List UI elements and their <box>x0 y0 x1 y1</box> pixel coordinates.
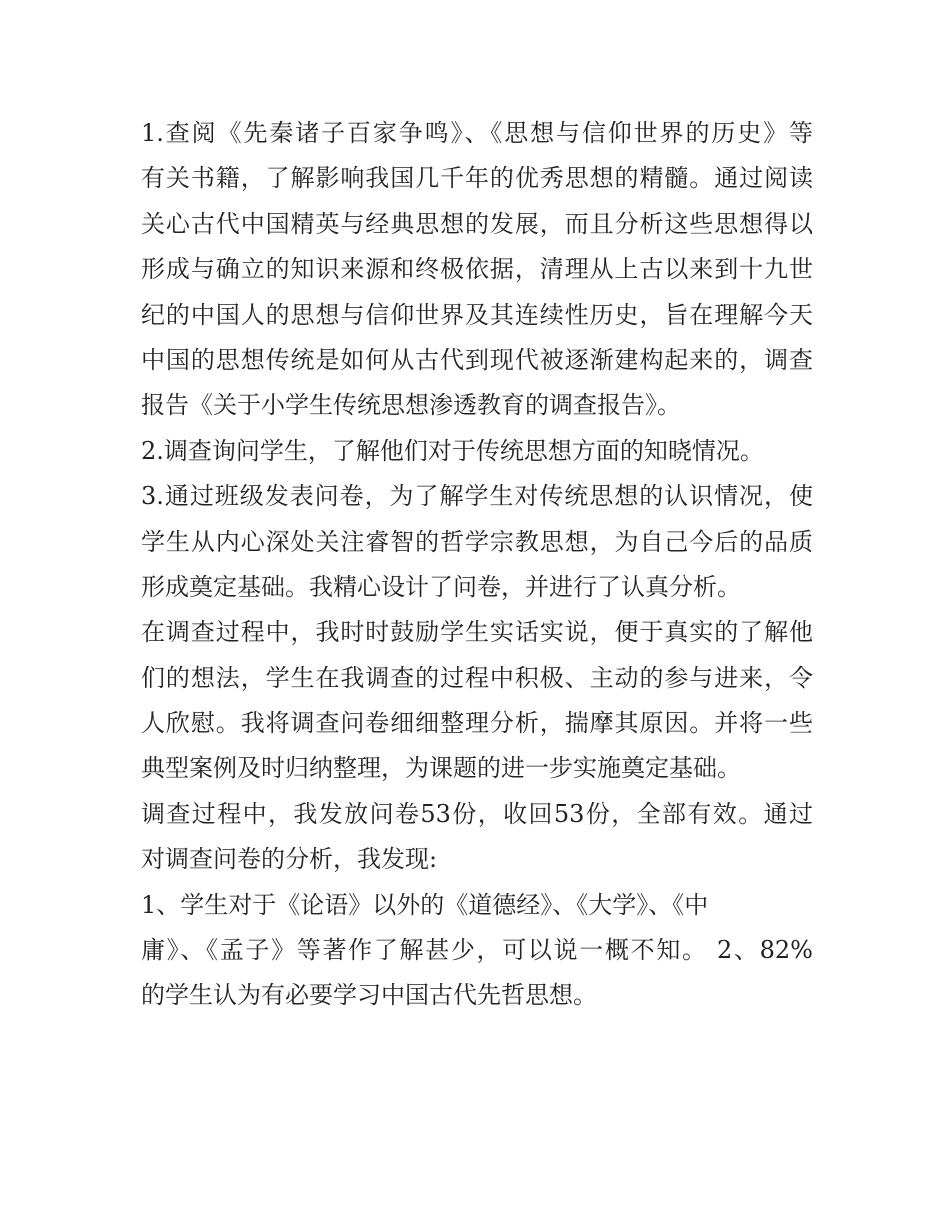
text-line: 3.通过班级发表问卷，为了解学生对传统思想的认识情况，使 <box>141 482 813 511</box>
text-line: 2.调查询问学生，了解他们对于传统思想方面的知晓情况。 <box>141 436 764 465</box>
text-line: 形成奠定基础。我精心设计了问卷，并进行了认真分析。 <box>141 572 741 601</box>
text-line: 关心古代中国精英与经典思想的发展，而且分析这些思想得以 <box>141 209 813 238</box>
text-line: 的学生认为有必要学习中国古代先哲思想。 <box>141 981 597 1010</box>
document-body <box>141 111 813 1019</box>
text-line: 们的想法，学生在我调查的过程中积极、主动的参与进来，令 <box>141 663 813 692</box>
text-line: 庸》、《孟子》等著作了解甚少，可以说一概不知。 2、82% <box>141 936 813 965</box>
text-line: 典型案例及时归纳整理，为课题的进一步实施奠定基础。 <box>141 754 741 783</box>
text-line: 报告《关于小学生传统思想渗透教育的调查报告》。 <box>141 391 681 420</box>
text-line: 有关书籍，了解影响我国几千年的优秀思想的精髓。通过阅读 <box>141 164 813 193</box>
text-line: 在调查过程中，我时时鼓励学生实话实说，便于真实的了解他 <box>141 618 813 647</box>
text-line: 纪的中国人的思想与信仰世界及其连续性历史，旨在理解今天 <box>141 300 813 329</box>
text-line: 调查过程中，我发放问卷53份，收回53份，全部有效。通过 <box>141 799 813 828</box>
text-line: 1、学生对于《论语》以外的《道德经》、《大学》、《中 <box>141 890 709 919</box>
text-line: 形成与确立的知识来源和终极依据，清理从上古以来到十九世 <box>141 255 813 284</box>
text-line: 中国的思想传统是如何从古代到现代被逐渐建构起来的，调查 <box>141 345 813 374</box>
text-line: 人欣慰。我将调查问卷细细整理分析，揣摩其原因。并将一些 <box>141 709 813 738</box>
text-line: 学生从内心深处关注睿智的哲学宗教思想，为自己今后的品质 <box>141 527 813 556</box>
text-line: 对调查问卷的分析，我发现: <box>141 845 438 874</box>
text-line: 1.查阅《先秦诸子百家争鸣》、《思想与信仰世界的历史》等 <box>141 119 813 147</box>
